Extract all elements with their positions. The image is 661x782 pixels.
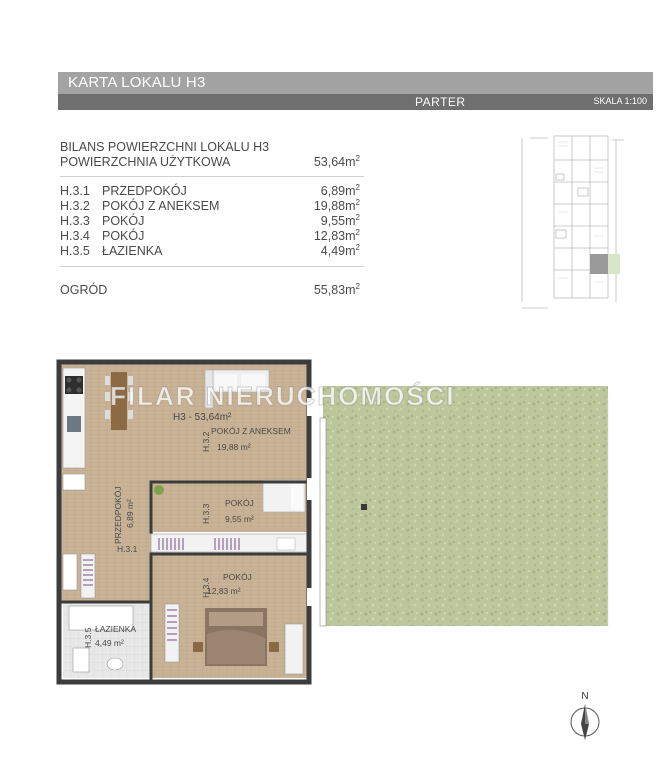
room-list <box>60 184 370 259</box>
plan-total-label: H3 - 53,64m² <box>173 412 232 423</box>
plan-label-code: H.3.2 <box>201 431 211 452</box>
scale-label: SKALA 1:100 <box>593 96 647 106</box>
room-name: ŁAZIENKA <box>102 244 163 258</box>
north-label: N <box>581 691 589 702</box>
plan-label-area: 19,88 m² <box>217 442 251 452</box>
room-name: POKÓJ <box>102 214 145 228</box>
plan-label-area: 12,83 m² <box>207 586 241 596</box>
garden-label: OGRÓD <box>60 283 108 297</box>
room-code: H.3.1 <box>60 184 90 198</box>
room-area: $6,89m^2$ <box>320 182 360 198</box>
floor-label: PARTER <box>415 95 466 109</box>
plan-label-name: PRZEDPOKÓJ <box>113 486 123 544</box>
plan-label-name: POKÓJ Z ANEKSEM <box>211 426 291 436</box>
garden-row <box>60 283 370 298</box>
page-title: KARTA LOKALU H3 <box>68 74 206 91</box>
watermark: FILAR NIERUCHOMOŚCI <box>110 381 456 411</box>
room-row <box>60 244 370 259</box>
room-row <box>60 214 370 229</box>
plan-label-code: H.3.3 <box>201 503 211 524</box>
usable-area-row <box>60 155 370 170</box>
room-row <box>60 199 370 214</box>
plan-label-name: POKÓJ <box>225 498 254 508</box>
room-area: $9,55m^2$ <box>320 212 360 228</box>
plan-label-code: H.3.5 <box>83 627 93 648</box>
room-code: H.3.2 <box>60 199 90 213</box>
room-row <box>60 229 370 244</box>
key-plan-thumbnail <box>518 132 630 314</box>
room-name: POKÓJ Z ANEKSEM <box>102 199 220 213</box>
plan-label-name: POKÓJ <box>223 572 252 582</box>
room-name: PRZEDPOKÓJ <box>102 184 187 198</box>
balance-heading: BILANS POWIERZCHNI LOKALU H3 <box>60 140 270 154</box>
table-divider <box>60 176 364 177</box>
room-area: $12,83m^2$ <box>313 227 360 243</box>
area-balance-table <box>60 140 370 170</box>
garden-row-wrap <box>60 283 370 298</box>
garden-lamp <box>361 504 367 510</box>
room-area: $4,49m^2$ <box>320 242 360 258</box>
room-area: $19,88m^2$ <box>313 197 360 213</box>
north-arrow-icon <box>565 688 605 744</box>
plan-label-area: 4,49 m² <box>95 638 124 648</box>
room-code: H.3.5 <box>60 244 90 258</box>
plan-label-code: H.3.4 <box>201 577 211 598</box>
plan-label-code: H.3.1 <box>117 544 138 554</box>
table-divider <box>60 266 364 267</box>
room-name: POKÓJ <box>102 229 145 243</box>
room-code: H.3.4 <box>60 229 90 243</box>
balance-heading-row <box>60 140 370 155</box>
highlighted-garden <box>608 254 620 274</box>
plan-label-area: 6,89 m² <box>125 499 135 528</box>
usable-area-label: POWIERZCHNIA UŻYTKOWA <box>60 155 231 169</box>
title-bar <box>58 72 653 94</box>
plan-label-name: ŁAZIENKA <box>95 624 137 634</box>
room-row <box>60 184 370 199</box>
subtitle-bar <box>58 94 653 110</box>
garden-value: $55,83m^2$ <box>313 281 360 297</box>
highlighted-unit <box>590 254 608 274</box>
room-code: H.3.3 <box>60 214 90 228</box>
usable-area-value: $53,64m^2$ <box>313 153 360 169</box>
plan-label-area: 9,55 m² <box>225 514 254 524</box>
